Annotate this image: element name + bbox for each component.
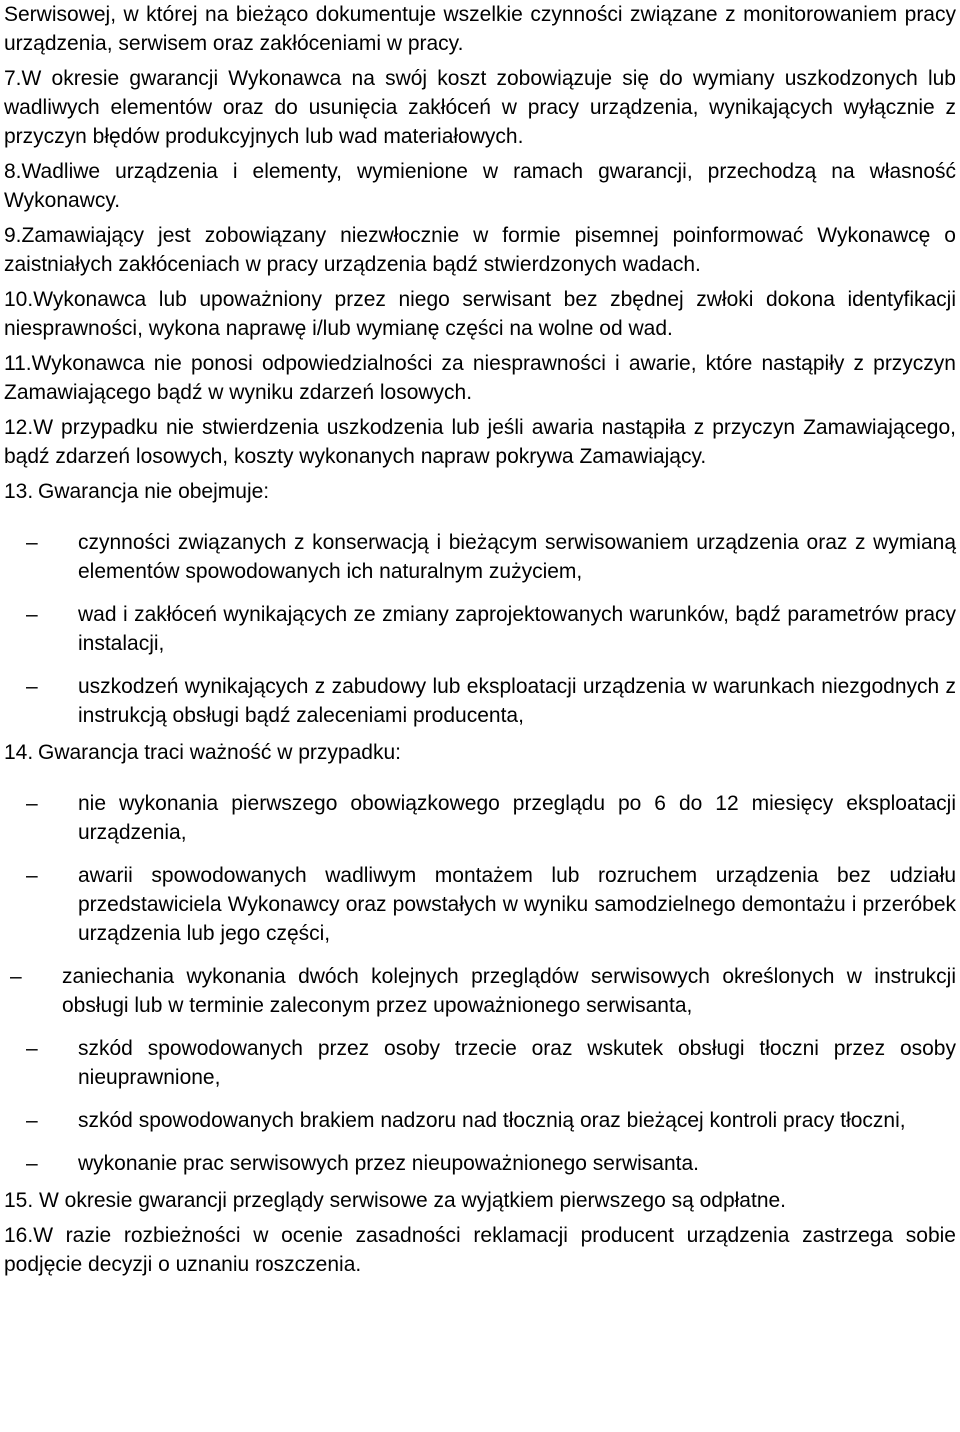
list-item-text: wykonanie prac serwisowych przez nieupoważnionego serwisanta.	[78, 1152, 699, 1175]
paragraph-11: 11.Wykonawca nie ponosi odpowiedzialności za niesprawności i awarie, które nastąpiły z przyczyn Zamawiającego bądź w wyniku zdarzeń losowych.	[4, 352, 956, 404]
document-page	[4, 0, 956, 1279]
paragraph-13-heading	[4, 477, 956, 506]
dash-bullet-icon: –	[26, 603, 38, 626]
paragraph-9: 9.Zamawiający jest zobowiązany niezwłocznie w formie pisemnej poinformować Wykonawcę o zaistniałych zakłóceniach w pracy urządzenia bądź stwierdzonych wadach.	[4, 224, 956, 276]
list-item	[4, 1034, 956, 1092]
paragraph-16: 16.W razie rozbieżności w ocenie zasadności reklamacji producent urządzenia zastrzega sobie podjęcie decyzji o uznaniu roszczenia.	[4, 1224, 956, 1276]
list-item	[4, 789, 956, 847]
paragraph-13-number: 13.	[4, 480, 34, 503]
list-item	[4, 861, 956, 948]
list-item-text: awarii spowodowanych wadliwym montażem lub rozruchem urządzenia bez udziału przedstawiciela Wykonawcy oraz powstałych w wyniku samodzielnego demontażu i przeróbek urządzenia lub jego części,	[78, 864, 956, 945]
paragraph-13-text: Gwarancja nie obejmuje:	[38, 480, 270, 503]
list-item-text: wad i zakłóceń wynikających ze zmiany zaprojektowanych warunków, bądź parametrów pracy instalacji,	[78, 603, 956, 655]
list-item	[4, 962, 956, 1020]
dash-bullet-icon: –	[26, 792, 38, 815]
dash-bullet-icon: –	[26, 1152, 38, 1175]
list-item	[4, 1106, 956, 1135]
list-item	[4, 672, 956, 730]
paragraph-14-text: Gwarancja traci ważność w przypadku:	[38, 741, 401, 764]
list-13-exclusions	[4, 528, 956, 730]
paragraph-intro: Serwisowej, w której na bieżąco dokumentuje wszelkie czynności związane z monitorowaniem pracy urządzenia, serwisem oraz zakłóceniami w pracy.	[4, 3, 956, 55]
paragraph-7: 7.W okresie gwarancji Wykonawca na swój koszt zobowiązuje się do wymiany uszkodzonych lub wadliwych elementów oraz do usunięcia zakłóceń w pracy urządzenia, wynikających wyłącznie z przyczyn błędów produkcyjnych lub wad materiałowych.	[4, 67, 956, 148]
paragraph-14-heading	[4, 738, 956, 767]
paragraph-10: 10.Wykonawca lub upoważniony przez niego serwisant bez zbędnej zwłoki dokona identyfikacji niesprawności, wykona naprawę i/lub wymianę części na wolne od wad.	[4, 288, 956, 340]
list-14-voiding-conditions	[4, 789, 956, 1178]
list-item-text: uszkodzeń wynikających z zabudowy lub eksploatacji urządzenia w warunkach niezgodnych z instrukcją obsługi bądź zaleceniami producenta,	[78, 675, 956, 727]
list-item-text: szkód spowodowanych przez osoby trzecie oraz wskutek obsługi tłoczni przez osoby nieuprawnione,	[78, 1037, 956, 1089]
list-item-text: czynności związanych z konserwacją i bieżącym serwisowaniem urządzenia oraz z wymianą elementów spowodowanych ich naturalnym zużyciem,	[78, 531, 956, 583]
dash-bullet-icon: –	[26, 1109, 38, 1132]
dash-bullet-icon: –	[26, 531, 38, 554]
list-item-text: szkód spowodowanych brakiem nadzoru nad tłocznią oraz bieżącej kontroli pracy tłoczni,	[78, 1109, 906, 1132]
list-item	[4, 600, 956, 658]
list-item	[4, 1149, 956, 1178]
list-item	[4, 528, 956, 586]
dash-bullet-icon: –	[10, 965, 22, 988]
paragraph-8: 8.Wadliwe urządzenia i elementy, wymienione w ramach gwarancji, przechodzą na własność Wykonawcy.	[4, 160, 956, 212]
paragraph-14-number: 14.	[4, 741, 34, 764]
paragraph-12: 12.W przypadku nie stwierdzenia uszkodzenia lub jeśli awaria nastąpiła z przyczyn Zamawiającego, bądź zdarzeń losowych, koszty wykonanych napraw pokrywa Zamawiający.	[4, 416, 956, 468]
dash-bullet-icon: –	[26, 864, 38, 887]
dash-bullet-icon: –	[26, 675, 38, 698]
list-item-text: zaniechania wykonania dwóch kolejnych przeglądów serwisowych określonych w instrukcji obsługi lub w terminie zaleconym przez upoważnionego serwisanta,	[62, 965, 956, 1017]
dash-bullet-icon: –	[26, 1037, 38, 1060]
paragraph-15: 15. W okresie gwarancji przeglądy serwisowe za wyjątkiem pierwszego są odpłatne.	[4, 1189, 787, 1212]
list-item-text: nie wykonania pierwszego obowiązkowego przeglądu po 6 do 12 miesięcy eksploatacji urządzenia,	[78, 792, 956, 844]
